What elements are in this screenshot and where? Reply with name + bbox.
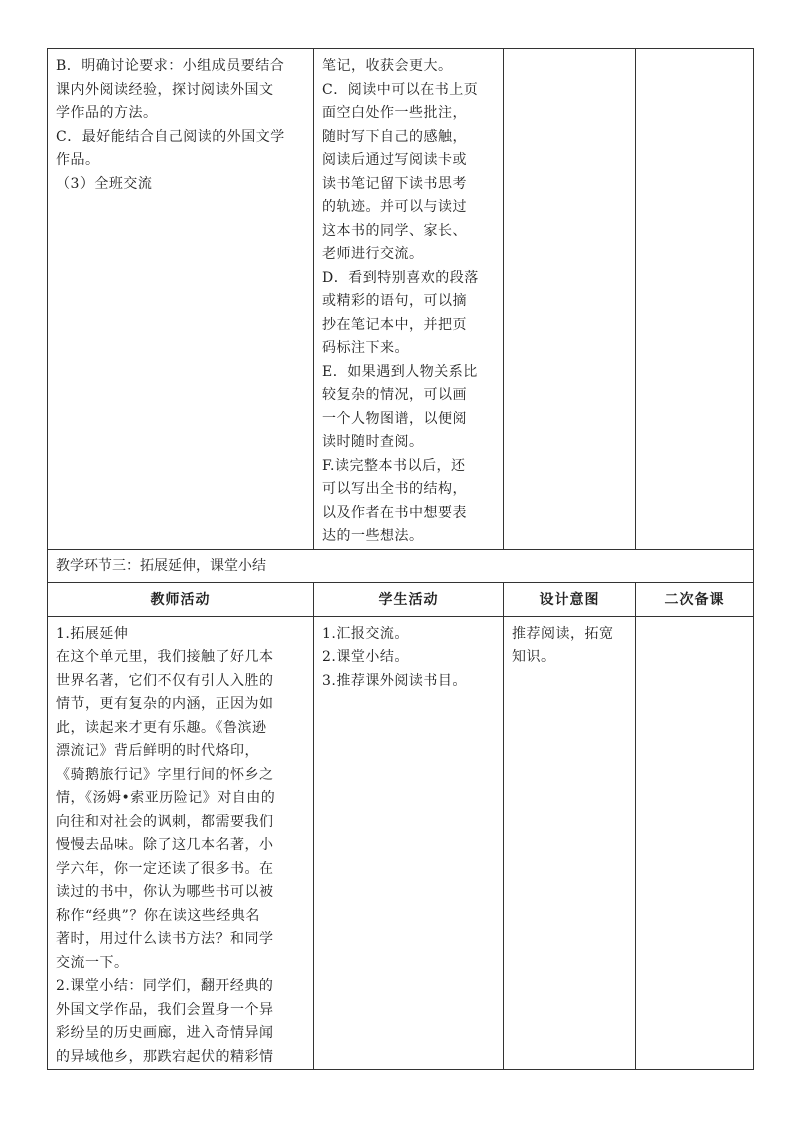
text-line: 2.课堂小结。	[322, 649, 409, 665]
text-line: 慢慢去品味。除了这几本名著，小	[56, 837, 274, 853]
student-activity-cell	[314, 49, 504, 550]
text-line: 此，读起来才更有乐趣。《鲁滨逊	[56, 719, 267, 736]
text-line: 2.课堂小结：同学们，翻开经典的	[56, 978, 274, 994]
text-line: C．最好能结合自己阅读的外国文学	[56, 128, 285, 145]
design-intent-cell	[504, 49, 636, 550]
text-line: 阅读后通过写阅读卡或	[322, 152, 467, 168]
student-activity-cell	[314, 616, 504, 1070]
text-line: 笔记，收获会更大。	[322, 58, 453, 74]
text-line: 达的一些想法。	[322, 528, 424, 544]
text-line: 或精彩的语句，可以摘	[322, 293, 467, 309]
text-line: 随时写下自己的感触，	[322, 128, 467, 145]
text-line: 较复杂的情况，可以画	[322, 387, 467, 403]
header-row	[48, 582, 754, 616]
text-line: 著时，用过什么读书方法？和同学	[56, 931, 274, 947]
text-line: 面空白处作一些批注，	[322, 105, 467, 121]
text-line: 外国文学作品，我们会置身一个异	[56, 1001, 274, 1018]
text-line: 《骑鹅旅行记》字里行间的怀乡之	[56, 766, 274, 783]
second-prep-cell	[636, 616, 754, 1070]
header-design-intent: 设计意图	[504, 582, 636, 616]
text-line: 可以写出全书的结构，	[322, 481, 467, 497]
design-intent-text	[504, 617, 635, 670]
text-line: 作品。	[56, 152, 100, 168]
section-title-cell	[48, 549, 754, 582]
teacher-activity-text	[48, 49, 313, 196]
text-line: 情节，更有复杂的内涵，正因为如	[56, 696, 274, 712]
text-line: 老师进行交流。	[322, 246, 424, 262]
text-line: D．看到特别喜欢的段落	[322, 269, 479, 286]
text-line: 世界名著，它们不仅有引人入胜的	[56, 672, 274, 689]
teacher-activity-cell	[48, 616, 314, 1070]
text-line: 推荐阅读，拓宽	[512, 625, 614, 642]
text-line: 以及作者在书中想要表	[322, 504, 467, 521]
header-student-activity: 学生活动	[314, 582, 504, 616]
teacher-activity-cell	[48, 49, 314, 550]
text-line: 的轨迹。并可以与读过	[322, 199, 467, 215]
text-line: 码标注下来。	[322, 340, 409, 356]
lesson-plan-page	[47, 48, 753, 1070]
text-line: 彩纷呈的历史画廊，进入奇情异闻	[56, 1025, 274, 1041]
text-line: 1.拓展延伸	[56, 625, 129, 642]
lesson-plan-table	[47, 48, 754, 1070]
text-line: 一个人物图谱，以便阅	[322, 410, 467, 427]
second-prep-cell	[636, 49, 754, 550]
text-line: 向往和对社会的讽刺，都需要我们	[56, 813, 274, 830]
text-line: 读时随时查阅。	[322, 434, 424, 450]
continued-activity-row	[48, 49, 754, 550]
text-line: 情，《汤姆•索亚历险记》对自由的	[56, 790, 276, 806]
text-line: 交流一下。	[56, 954, 129, 971]
student-activity-text	[314, 617, 503, 694]
text-line: 1.汇报交流。	[322, 625, 409, 642]
text-line: 在这个单元里，我们接触了好几本	[56, 649, 274, 665]
text-line: 知识。	[512, 649, 556, 665]
text-line: B．明确讨论要求：小组成员要结合	[56, 58, 285, 74]
section-title: 教学环节三：拓展延伸，课堂小结	[56, 557, 266, 574]
text-line: 3.推荐课外阅读书目。	[322, 672, 467, 689]
text-line: 学六年，你一定还读了很多书。在	[56, 860, 274, 877]
text-line: 学作品的方法。	[56, 105, 158, 121]
text-line: 课内外阅读经验，探讨阅读外国文	[56, 81, 274, 98]
text-line: C．阅读中可以在书上页	[322, 81, 479, 98]
teacher-activity-text	[48, 617, 313, 1070]
text-line: 漂流记》背后鲜明的时代烙印，	[56, 743, 259, 759]
text-line: （3）全班交流	[56, 175, 153, 192]
text-line: 的异域他乡，那跌宕起伏的精彩情	[56, 1048, 274, 1065]
header-second-prep: 二次备课	[636, 582, 754, 616]
student-activity-text	[314, 49, 503, 549]
activity-row	[48, 616, 754, 1070]
text-line: 读过的书中，你认为哪些书可以被	[56, 884, 274, 900]
text-line: 读书笔记留下读书思考	[322, 175, 467, 192]
text-line: 抄在笔记本中，并把页	[322, 316, 467, 333]
text-line: 称作“经典”？你在读这些经典名	[56, 907, 260, 924]
text-line: E．如果遇到人物关系比	[322, 363, 478, 380]
section-row	[48, 549, 754, 582]
design-intent-cell	[504, 616, 636, 1070]
header-teacher-activity: 教师活动	[48, 582, 314, 616]
text-line: F.读完整本书以后，还	[322, 457, 466, 474]
text-line: 这本书的同学、家长、	[322, 222, 467, 239]
